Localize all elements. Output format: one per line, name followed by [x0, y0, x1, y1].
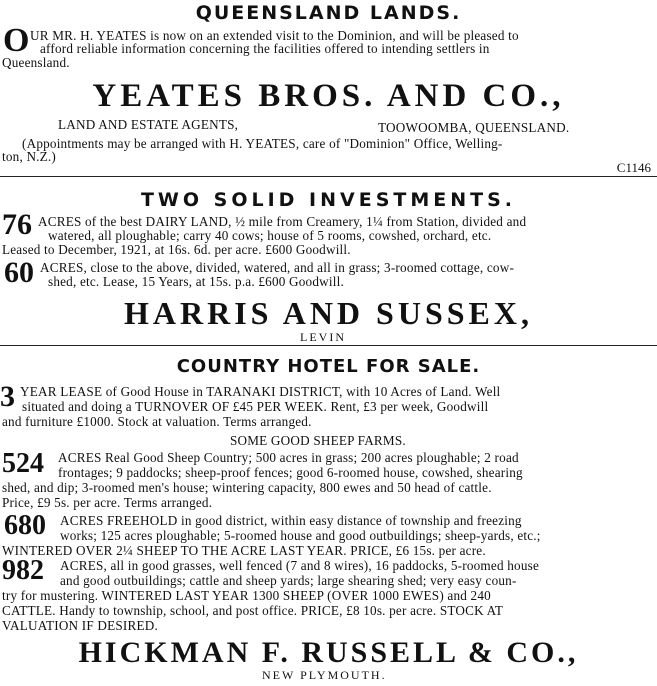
ad1-line: afford reliable information concerning the facilities offered to intending settlers in	[40, 41, 490, 56]
ad2-item1-line: Leased to December, 1921, at 16s. 6d. per acre. £600 Goodwill.	[2, 242, 351, 257]
ad3-farm2-line: WINTERED OVER 2¼ SHEEP TO THE ACRE LAST YEAR. PRICE, £6 15s. per acre.	[2, 543, 486, 558]
ad3-firm-name: HICKMAN F. RUSSELL & CO.,	[78, 636, 579, 669]
ad2-item2-line: ACRES, close to the above, divided, watered, and all in grass; 3-roomed cottage, cow-	[40, 260, 515, 275]
ad3-farm3-line: and good outbuildings; cattle and sheep yards; large shearing shed; very easy coun-	[60, 573, 517, 588]
ad2-item2-number: 60	[4, 256, 34, 289]
ad3-farm3-number: 982	[2, 555, 44, 586]
ad2-item2-line: shed, etc. Lease, 15 Years, at 15s. p.a. £600 Goodwill.	[48, 274, 344, 289]
ad3-lease-line: YEAR LEASE of Good House in TARANAKI DISTRICT, with 10 Acres of Land. Well	[20, 384, 501, 399]
ad3-lease-line: situated and doing a TURNOVER OF £45 PER WEEK. Rent, £3 per week, Goodwill	[22, 399, 489, 414]
ad3-farm3-line: VALUATION IF DESIRED.	[2, 618, 158, 633]
divider	[0, 176, 657, 177]
ad3-farm2-line: ACRES FREEHOLD in good district, within easy distance of township and freezing	[60, 513, 522, 528]
ad3-lease-number: 3	[0, 380, 15, 413]
ad1-sub-left: LAND AND ESTATE AGENTS,	[58, 117, 239, 132]
ad3-heading: COUNTRY HOTEL FOR SALE.	[176, 356, 481, 377]
ad2-firm-name: HARRIS AND SUSSEX,	[124, 295, 533, 331]
ad1-appointment-line: (Appointments may be arranged with H. YEATES, care of "Dominion" Office, Welling-	[22, 136, 503, 151]
ad3-subheading: SOME GOOD SHEEP FARMS.	[230, 433, 406, 448]
ad1-appointment-line: ton, N.Z.)	[2, 149, 57, 164]
ad3-town: NEW PLYMOUTH.	[262, 668, 387, 682]
ad3-farm1-line: frontages; 9 paddocks; sheep-proof fences; good 6-roomed house, cowshed, shearing	[58, 465, 523, 480]
ad3-farm1-line: Price, £9 5s. per acre. Terms arranged.	[2, 495, 213, 510]
ad2-heading: TWO SOLID INVESTMENTS.	[140, 189, 517, 211]
ad2-town: LEVIN	[300, 330, 346, 344]
ad2-item1-number: 76	[2, 208, 32, 241]
ad3-farm3-line: try for mustering. WINTERED LAST YEAR 1300 SHEEP (OVER 1000 EWES) and 240	[2, 588, 491, 603]
ad1-line: Queensland.	[2, 55, 70, 70]
ad1-line: UR MR. H. YEATES is now on an extended visit to the Dominion, and will be pleased to	[30, 28, 519, 43]
ad1-firm-name: YEATES BROS. AND CO.,	[92, 78, 565, 114]
ad3-farm1-line: shed, and dip; 3-roomed men's house; wintering capacity, 800 ewes and 50 head of cattle.	[2, 480, 492, 495]
ad3-farm2-line: works; 125 acres ploughable; 5-roomed house and good outbuildings; sheep-yards, etc.;	[60, 528, 541, 543]
ad3-lease-line: and furniture £1000. Stock at valuation. Terms arranged.	[2, 414, 312, 429]
ad2-item1-line: watered, all ploughable; carry 40 cows; house of 5 rooms, cowshed, orchard, etc.	[48, 228, 492, 243]
ad3-farm2-number: 680	[4, 510, 46, 541]
ad3-farm1-number: 524	[2, 448, 44, 479]
ad2-item1-line: ACRES of the best DAIRY LAND, ½ mile from Creamery, 1¼ from Station, divided and	[38, 214, 527, 229]
ad3-farm3-line: CATTLE. Handy to township, school, and post office. PRICE, £8 10s. per acre. STOCK AT	[2, 603, 504, 618]
divider	[0, 345, 657, 346]
ad1-heading: QUEENSLAND LANDS.	[195, 2, 462, 24]
ad3-farm3-line: ACRES, all in good grasses, well fenced (7 and 8 wires), 16 paddocks, 5-roomed house	[60, 558, 539, 573]
ad3-farm1-line: ACRES Real Good Sheep Country; 500 acres in grass; 200 acres ploughable; 2 road	[58, 450, 519, 465]
ad1-initial: O	[3, 22, 30, 59]
ad1-sub-right: TOOWOOMBA, QUEENSLAND.	[378, 120, 570, 135]
ad1-code: C1146	[616, 160, 651, 175]
